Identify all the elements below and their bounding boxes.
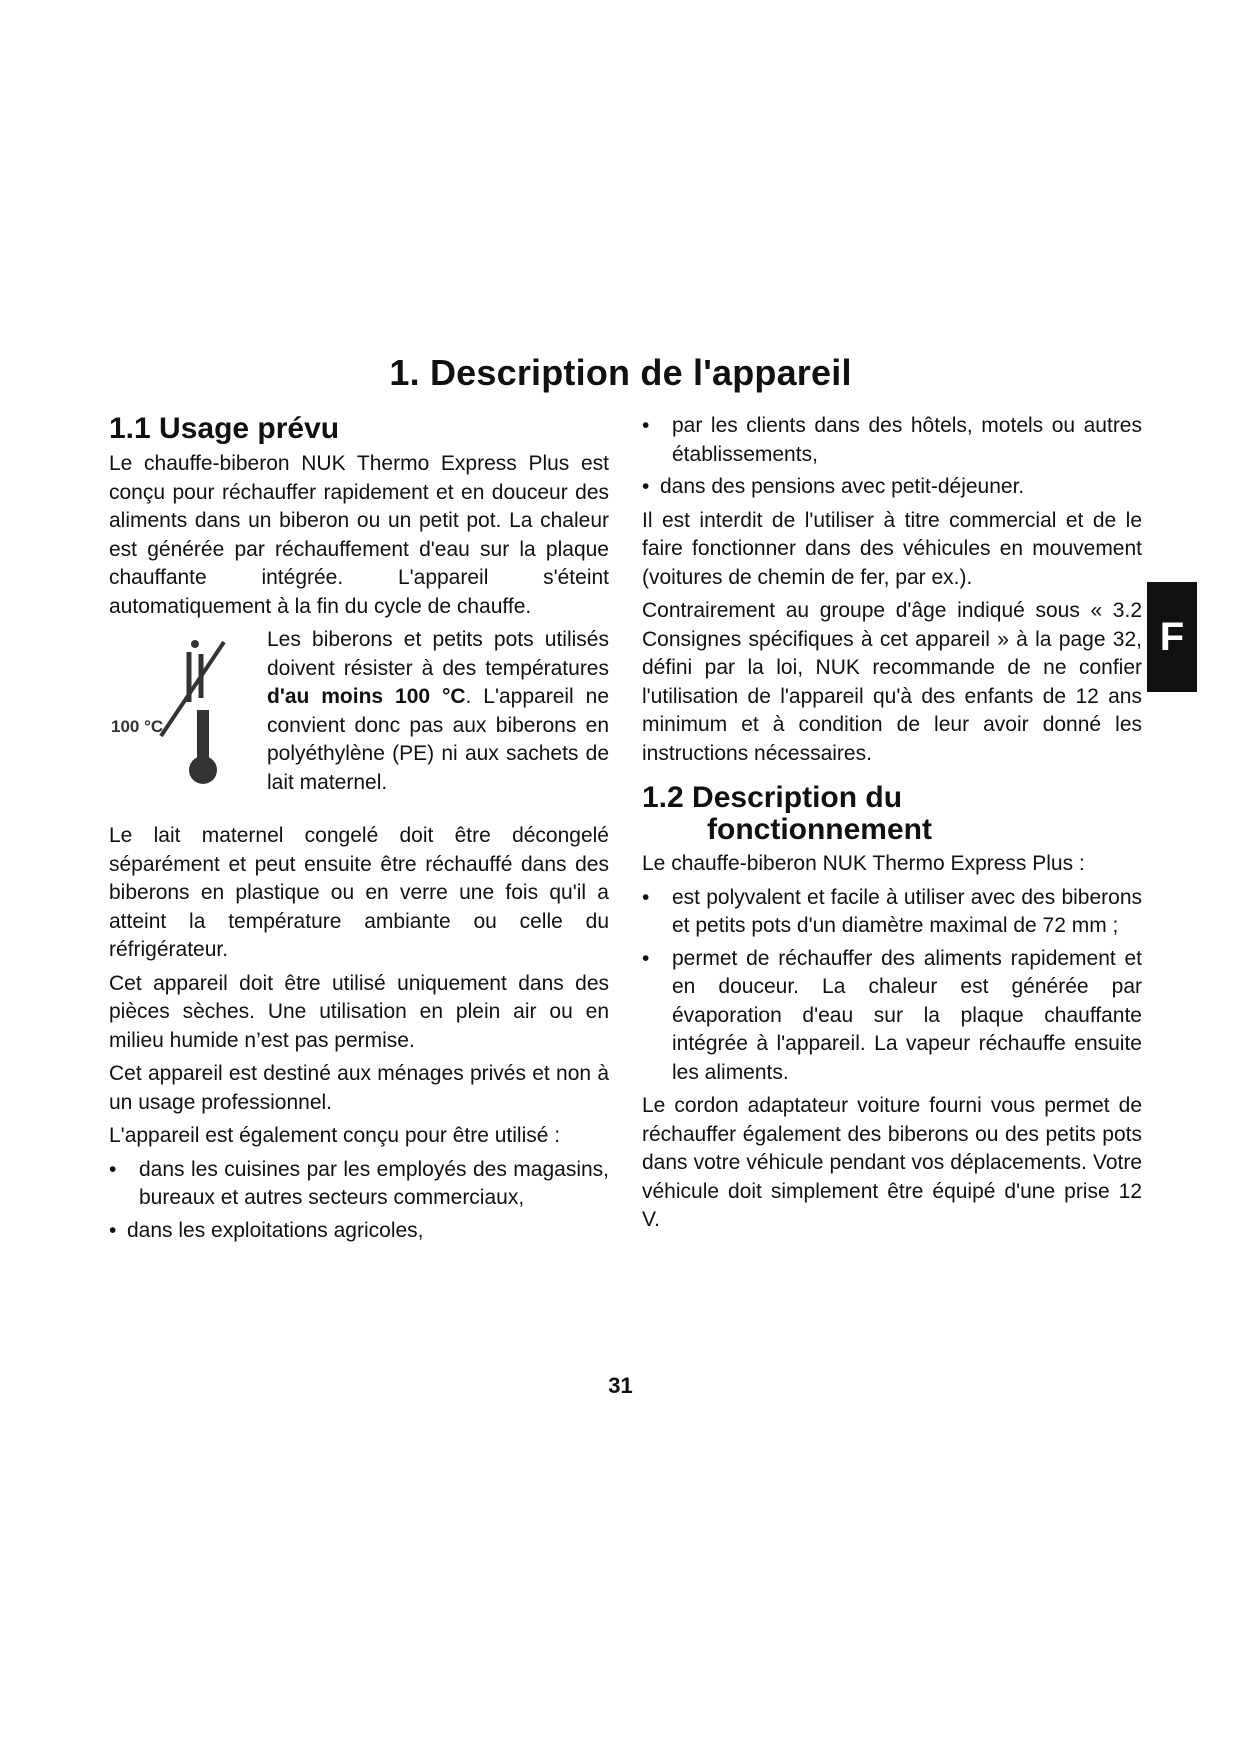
temperature-requirement: d'au moins 100 °C [267, 685, 466, 708]
usage-list-continued [642, 412, 1142, 502]
paragraph-forbidden-use: Il est interdit de l'utiliser à titre commercial et de le faire fonctionner dans des véhicules en mouvement (voitures de chemin de fer, par ex.). [642, 508, 1142, 589]
temperature-figure [109, 626, 609, 816]
list-item: • permet de réchauffer des aliments rapidement et en douceur. La chaleur est générée par évaporation d'eau sur la plaque chauffante intégrée à l'appareil. La vapeur réchauffe ensuite les aliments. [642, 946, 1142, 1084]
paragraph-car-adapter: Le cordon adaptateur voiture fourni vous permet de réchauffer également des biberons ou des petits pots dans votre véhicule pendant vos déplacements. Votre véhicule doit simplement être équipé d'une prise 12 V. [642, 1094, 1142, 1231]
section-heading-function: 1.2 Description du fonctionnement [642, 781, 932, 846]
list-item: • dans les exploitations agricoles, [109, 1218, 424, 1242]
page-number: 31 [608, 1373, 633, 1398]
section-heading-usage: 1.1 Usage prévu [109, 412, 340, 445]
paragraph-private-use: Cet appareil est destiné aux ménages privés et non à un usage professionnel. [109, 1062, 609, 1114]
paragraph-function-intro: Le chauffe-biberon NUK Thermo Express Plus : [642, 852, 1085, 875]
right-column [642, 414, 1142, 1240]
function-list [642, 884, 1142, 1088]
paragraph-age-group: Contrairement au groupe d'âge indiqué sous « 3.2 Consignes spécifiques à cet appareil » à la page 32, défini par la loi, NUK recommande de ne confier l'utilisation de l'appareil qu'à des enfants de 12 ans minimum et à condition de leur avoir donné les instructions nécessaires. [642, 599, 1142, 765]
list-item: • est polyvalent et facile à utiliser avec des biberons et petits pots d'un diamètre maximal de 72 mm ; [642, 885, 1142, 937]
paragraph-dry-rooms: Cet appareil doit être utilisé uniquement dans des pièces sèches. Une utilisation en plein air ou en milieu humide n’est pas permise. [109, 971, 609, 1052]
usage-list [109, 1156, 609, 1246]
list-item: • par les clients dans des hôtels, motels ou autres établissements, [642, 414, 1142, 466]
left-column [109, 412, 609, 1250]
paragraph-intro: Le chauffe-biberon NUK Thermo Express Plus est conçu pour réchauffer rapidement et en douceur des aliments dans un biberon ou un petit pot. La chaleur est générée par réchauffement d'eau sur la plaque chauffante intégrée. L'appareil s'éteint automatiquement à la fin du cycle de chauffe. [109, 452, 609, 618]
language-tab-marker: F [1147, 582, 1197, 692]
list-item: • dans des pensions avec petit-déjeuner. [642, 475, 1025, 498]
thermometer-temperature-label: 100 °C [111, 717, 164, 736]
thermometer-heat-icon [109, 632, 259, 802]
paragraph-also-designed: L'appareil est également conçu pour être utilisé : [109, 1124, 561, 1147]
page-title: 1. Description de l'appareil [389, 352, 852, 393]
list-item: • dans les cuisines par les employés des magasins, bureaux et autres secteurs commerciaux, [109, 1157, 609, 1209]
figure-caption: Les biberons et petits pots utilisés doivent résister à des températures d'au moins 100 °C. L'appareil ne convient donc pas aux biberons en polyéthylène (PE) ni aux sachets de lait maternel. [267, 628, 609, 794]
paragraph-frozen-milk: Le lait maternel congelé doit être décongelé séparément et peut ensuite être réchauffé dans des biberons en plastique ou en verre une fois qu'il a atteint la température ambiante ou celle du réfrigérateur. [109, 824, 609, 961]
